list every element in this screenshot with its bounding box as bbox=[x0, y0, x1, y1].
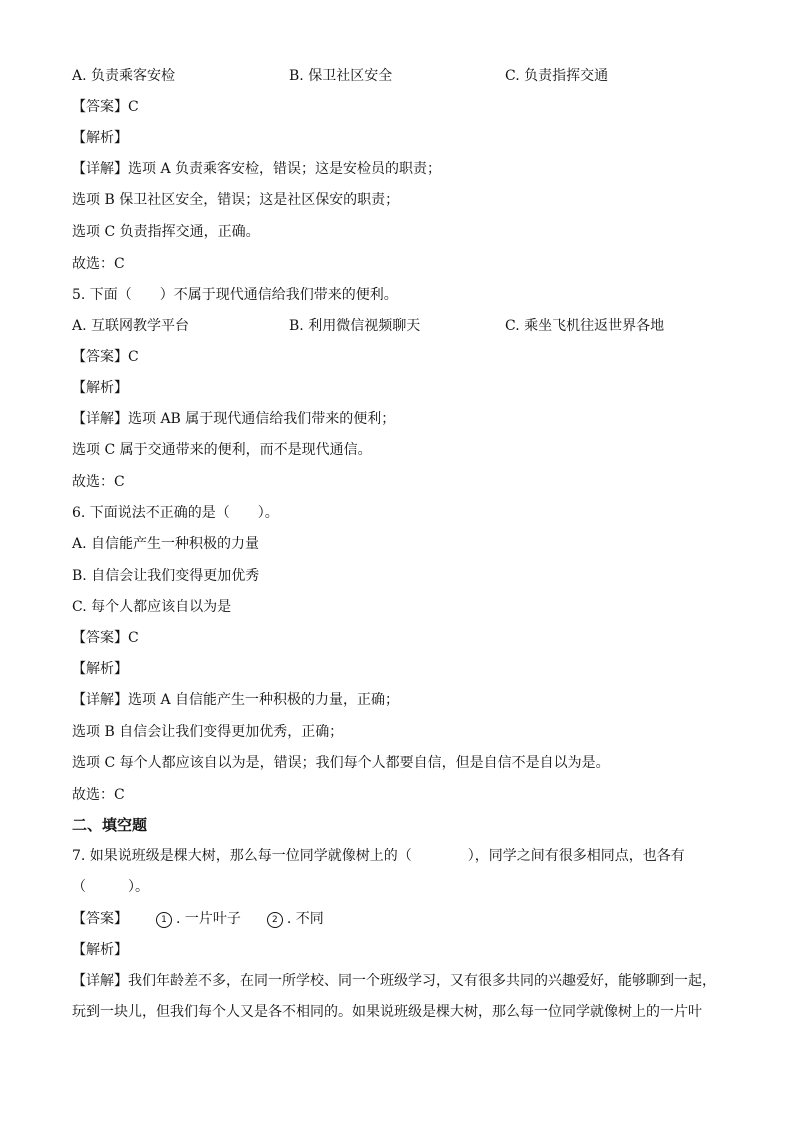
q5-detail-1: 【详解】选项 AB 属于现代通信给我们带来的便利； bbox=[72, 411, 396, 427]
q7-stem-line-2: （ ）。 bbox=[72, 879, 149, 895]
q4-option-c: C. 负责指挥交通 bbox=[505, 68, 609, 84]
q7-answer bbox=[72, 909, 324, 929]
q5-option-b: B. 利用微信视频聊天 bbox=[289, 318, 421, 334]
q7-answer-mark-2: 2 bbox=[267, 912, 283, 928]
q5-answer: 【答案】C bbox=[72, 349, 139, 365]
q6-detail-2: 选项 B 自信会让我们变得更加优秀，正确； bbox=[72, 724, 344, 740]
q5-option-a: A. 互联网教学平台 bbox=[72, 318, 190, 334]
q7-detail-2: 玩到一块儿，但我们每个人又是各不相同的。如果说班级是棵大树，那么每一位同学就像树上的一片叶 bbox=[72, 1004, 702, 1020]
q6-detail-1: 【详解】选项 A 自信能产生一种积极的力量，正确； bbox=[72, 692, 400, 708]
q6-answer: 【答案】C bbox=[72, 630, 139, 646]
q4-option-a: A. 负责乘客安检 bbox=[72, 68, 176, 84]
q4-detail-2: 选项 B 保卫社区安全，错误；这是社区保安的职责； bbox=[72, 192, 400, 208]
q7-answer-item-1: . 一片叶子 bbox=[176, 911, 241, 927]
q5-analysis-label: 【解析】 bbox=[72, 380, 128, 396]
q7-analysis-label: 【解析】 bbox=[72, 942, 128, 958]
section-title-fill-in: 二、填空题 bbox=[72, 816, 148, 834]
q5-stem: 5. 下面（ ）不属于现代通信给我们带来的便利。 bbox=[72, 287, 398, 303]
q6-option-c: C. 每个人都应该自以为是 bbox=[72, 599, 232, 615]
q6-detail-3: 选项 C 每个人都应该自以为是，错误；我们每个人都要自信，但是自信不是自以为是。 bbox=[72, 755, 610, 771]
q4-option-b: B. 保卫社区安全 bbox=[289, 68, 393, 84]
q5-option-c: C. 乘坐飞机往返世界各地 bbox=[505, 318, 665, 334]
q7-answer-label: 【答案】 bbox=[72, 911, 128, 927]
q5-detail-2: 选项 C 属于交通带来的便利，而不是现代通信。 bbox=[72, 442, 372, 458]
q4-detail-1: 【详解】选项 A 负责乘客安检，错误；这是安检员的职责； bbox=[72, 161, 442, 177]
q6-option-a: A. 自信能产生一种积极的力量 bbox=[72, 536, 260, 552]
q4-conclusion: 故选：C bbox=[72, 256, 125, 272]
q4-analysis-label: 【解析】 bbox=[72, 130, 128, 146]
q4-answer: 【答案】C bbox=[72, 99, 139, 115]
q7-detail-1: 【详解】我们年龄差不多，在同一所学校、同一个班级学习，又有很多共同的兴趣爱好，能够聊到一起， bbox=[72, 973, 716, 989]
q4-detail-3: 选项 C 负责指挥交通，正确。 bbox=[72, 224, 260, 240]
q7-answer-mark-1: 1 bbox=[156, 912, 172, 928]
q6-conclusion: 故选：C bbox=[72, 787, 125, 803]
q6-analysis-label: 【解析】 bbox=[72, 661, 128, 677]
q7-answer-item-2: . 不同 bbox=[286, 911, 324, 927]
q7-stem-line-1: 7. 如果说班级是棵大树，那么每一位同学就像树上的（ ），同学之间有很多相同点，也各有 bbox=[72, 848, 685, 864]
q6-option-b: B. 自信会让我们变得更加优秀 bbox=[72, 568, 260, 584]
q6-stem: 6. 下面说法不正确的是（ ）。 bbox=[72, 505, 279, 521]
q5-conclusion: 故选：C bbox=[72, 474, 125, 490]
